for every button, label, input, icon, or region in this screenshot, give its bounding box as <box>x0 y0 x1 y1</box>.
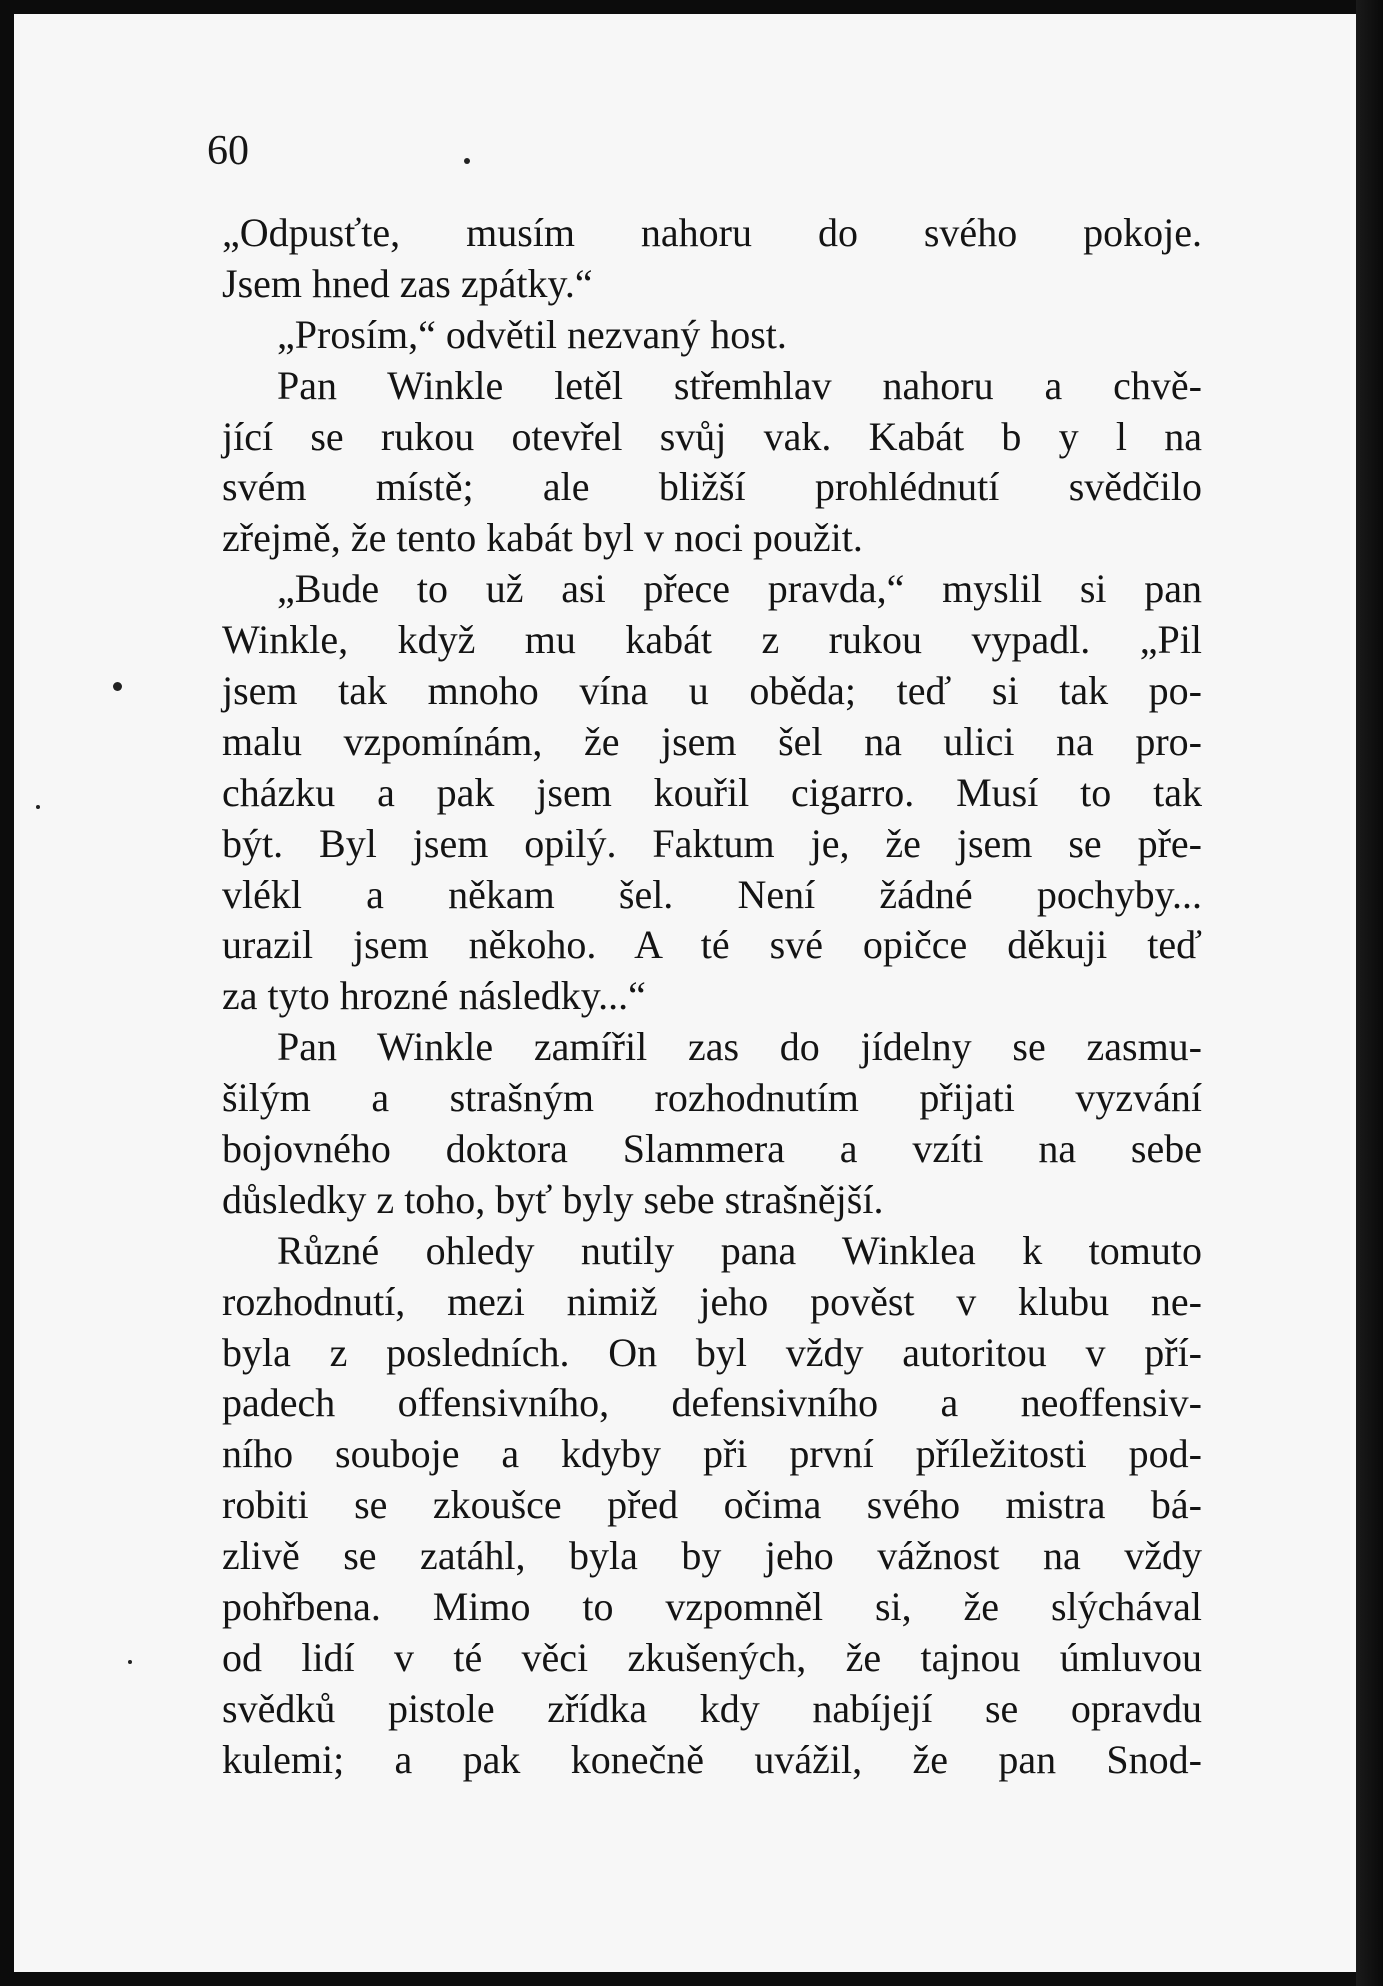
text-line: Různé ohledy nutily pana Winklea k tomuto <box>277 1227 1202 1273</box>
text-line: zřejmě, že tento kabát byl v noci použit. <box>222 515 863 561</box>
page-text <box>222 208 1202 1786</box>
text-line: bojovného doktora Slammera a vzíti na sebe <box>222 1126 1202 1172</box>
text-line: šilým a strašným rozhodnutím přijati vyzvání <box>222 1075 1202 1121</box>
page-number: 60 <box>207 128 249 174</box>
text-line: zlivě se zatáhl, byla by jeho vážnost na vždy <box>222 1533 1202 1579</box>
ink-speck <box>464 158 470 164</box>
text-line: malu vzpomínám, že jsem šel na ulici na pro- <box>222 718 1202 764</box>
text-line: robiti se zkoušce před očima svého mistra bá- <box>222 1482 1202 1528</box>
ink-speck <box>36 805 40 809</box>
text-line: urazil jsem někoho. A té své opičce děkuji teď <box>222 922 1202 968</box>
text-line: kulemi; a pak konečně uvážil, že pan Snod- <box>222 1736 1202 1782</box>
text-line: „Odpusťte, musím nahoru do svého pokoje. <box>222 210 1202 255</box>
text-line: Pan Winkle letěl střemhlav nahoru a chvě- <box>277 362 1202 408</box>
text-line: Winkle, když mu kabát z rukou vypadl. „Pil <box>222 617 1202 663</box>
text-line: rozhodnutí, mezi nimiž jeho pověst v klubu ne- <box>222 1278 1202 1324</box>
text-line: „Bude to už asi přece pravda,“ myslil si pan <box>277 566 1202 612</box>
text-line: „Prosím,“ odvětil nezvaný host. <box>277 311 787 357</box>
text-line: důsledky z toho, byť byly sebe strašnější. <box>222 1176 884 1222</box>
text-line: cházku a pak jsem kouřil cigarro. Musí to tak <box>222 769 1202 815</box>
text-line: Pan Winkle zamířil zas do jídelny se zasmu- <box>277 1024 1202 1070</box>
text-line: ního souboje a kdyby při první příležitosti pod- <box>222 1431 1202 1477</box>
text-line: jsem tak mnoho vína u oběda; teď si tak po- <box>222 668 1202 714</box>
text-line: od lidí v té věci zkušených, že tajnou úmluvou <box>222 1634 1202 1680</box>
text-line: být. Byl jsem opilý. Faktum je, že jsem se pře- <box>222 820 1202 866</box>
ink-speck <box>113 682 122 691</box>
text-line: svém místě; ale bližší prohlédnutí svědčilo <box>222 464 1202 510</box>
text-line: vlékl a někam šel. Není žádné pochyby... <box>222 871 1202 917</box>
text-line: pohřbena. Mimo to vzpomněl si, že slýchával <box>222 1584 1202 1630</box>
page-edge-shadow <box>1356 0 1383 1986</box>
text-line: byla z posledních. On byl vždy autoritou v pří- <box>222 1329 1202 1375</box>
ink-speck <box>128 1660 132 1664</box>
text-line: Jsem hned zas zpátky.“ <box>222 260 593 306</box>
text-line: svědků pistole zřídka kdy nabíjejí se opravdu <box>222 1685 1202 1731</box>
text-line: jící se rukou otevřel svůj vak. Kabát b y l na <box>222 413 1202 459</box>
text-line: padech offensivního, defensivního a neoffensiv- <box>222 1380 1202 1426</box>
text-line: za tyto hrozné následky...“ <box>222 973 646 1019</box>
